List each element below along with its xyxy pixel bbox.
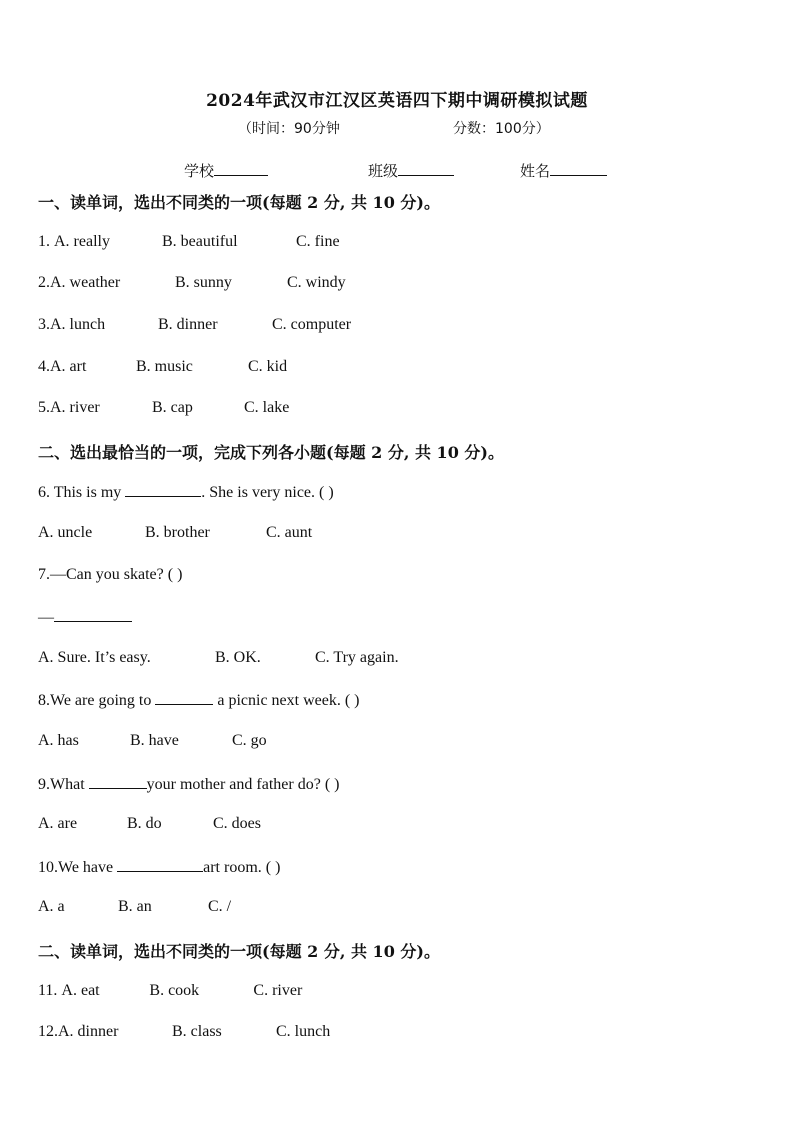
section-heading-3: 二、读单词，选出不同类的一项(每题 2 分, 共 10 分)。: [38, 942, 440, 961]
answer-blank[interactable]: [125, 482, 201, 497]
question-stem: 8.We are going to: [38, 692, 156, 709]
question-number: 11.: [38, 982, 62, 999]
school-blank[interactable]: [214, 161, 268, 176]
option-b[interactable]: B. OK.: [215, 649, 261, 666]
question-5: [38, 399, 289, 417]
option-a[interactable]: A. lunch: [50, 316, 106, 333]
option-a[interactable]: A. eat: [61, 982, 100, 999]
option-a[interactable]: A. weather: [50, 274, 121, 291]
section-heading-2: 二、选出最恰当的一项，完成下列各小题(每题 2 分, 共 10 分)。: [38, 443, 504, 462]
option-b[interactable]: B. have: [130, 732, 179, 749]
question-stem-end: art room. ( ): [203, 859, 281, 876]
option-a[interactable]: A. a: [38, 898, 65, 915]
name-label: 姓名: [520, 162, 551, 180]
exam-subtitle: [238, 118, 550, 138]
question-11: [38, 982, 302, 1000]
question-2: [38, 274, 346, 292]
option-b[interactable]: B. an: [118, 898, 152, 915]
name-field[interactable]: [520, 160, 607, 181]
class-label: 班级: [368, 162, 399, 180]
option-b[interactable]: B. cap: [152, 399, 193, 416]
question-number: 12.: [38, 1023, 58, 1040]
question-stem: 6. This is my: [38, 484, 126, 501]
option-c[interactable]: C. go: [232, 732, 267, 749]
option-c[interactable]: C. lake: [244, 399, 290, 416]
question-number: 4.: [38, 358, 50, 375]
option-c[interactable]: C. windy: [287, 274, 346, 291]
question-10: [38, 857, 280, 877]
answer-blank[interactable]: [117, 857, 203, 872]
school-field[interactable]: [184, 160, 268, 181]
option-c[interactable]: C. Try again.: [315, 649, 399, 666]
option-c[interactable]: C. kid: [248, 358, 288, 375]
question-4: [38, 358, 287, 376]
option-a[interactable]: A. has: [38, 732, 79, 749]
answer-blank[interactable]: [89, 774, 147, 789]
option-b[interactable]: B. music: [136, 358, 193, 375]
option-a[interactable]: A. Sure. It’s easy.: [38, 649, 151, 666]
option-b[interactable]: B. sunny: [175, 274, 232, 291]
section-heading-1: 一、读单词，选出不同类的一项(每题 2 分, 共 10 分)。: [38, 193, 440, 212]
class-field[interactable]: [368, 160, 454, 181]
question-number: 1.: [38, 233, 54, 250]
question-12: [38, 1023, 330, 1041]
question-stem: 10.We have: [38, 859, 118, 876]
reply-dash: —: [38, 609, 54, 626]
page-title: 2024年武汉市江汉区英语四下期中调研模拟试题: [206, 91, 588, 111]
question-stem-end: your mother and father do? ( ): [146, 776, 340, 793]
question-8: [38, 690, 360, 710]
option-b[interactable]: B. beautiful: [162, 233, 238, 250]
school-label: 学校: [184, 162, 215, 180]
question-number: 5.: [38, 399, 50, 416]
option-a[interactable]: A. are: [38, 815, 78, 832]
question-stem-end: a picnic next week. ( ): [213, 692, 360, 709]
question-number: 2.: [38, 274, 50, 291]
option-a[interactable]: A. art: [50, 358, 87, 375]
name-blank[interactable]: [550, 161, 607, 176]
option-b[interactable]: B. do: [127, 815, 162, 832]
option-c[interactable]: C. /: [208, 898, 232, 915]
class-blank[interactable]: [398, 161, 454, 176]
option-a[interactable]: A. really: [54, 233, 110, 250]
option-a[interactable]: A. river: [50, 399, 100, 416]
option-b[interactable]: B. dinner: [158, 316, 218, 333]
question-stem: 9.What: [38, 776, 89, 793]
option-b[interactable]: B. cook: [149, 982, 200, 999]
question-6-options: [38, 524, 312, 542]
option-b[interactable]: B. brother: [145, 524, 210, 541]
option-a[interactable]: A. uncle: [38, 524, 93, 541]
exam-score: 分数：100分）: [453, 121, 550, 137]
question-7-options: [38, 649, 399, 667]
option-c[interactable]: C. does: [213, 815, 261, 832]
option-c[interactable]: C. river: [253, 982, 303, 999]
question-number: 3.: [38, 316, 50, 333]
exam-time: （时间：90分钟: [238, 121, 340, 137]
answer-blank[interactable]: [155, 690, 213, 705]
option-c[interactable]: C. fine: [296, 233, 340, 250]
question-7: 7.—Can you skate? ( ): [38, 566, 183, 583]
option-b[interactable]: B. class: [172, 1023, 222, 1040]
question-6: [38, 482, 334, 502]
question-stem-end: . She is very nice. ( ): [201, 484, 334, 501]
question-3: [38, 316, 351, 334]
option-c[interactable]: C. computer: [272, 316, 352, 333]
answer-blank[interactable]: [54, 607, 132, 622]
question-9-options: [38, 815, 261, 833]
question-10-options: [38, 898, 231, 916]
question-8-options: [38, 732, 267, 750]
question-7-reply: [38, 607, 132, 627]
question-9: [38, 774, 339, 794]
option-a[interactable]: A. dinner: [58, 1023, 119, 1040]
option-c[interactable]: C. lunch: [276, 1023, 331, 1040]
option-c[interactable]: C. aunt: [266, 524, 313, 541]
question-1: [38, 233, 340, 251]
